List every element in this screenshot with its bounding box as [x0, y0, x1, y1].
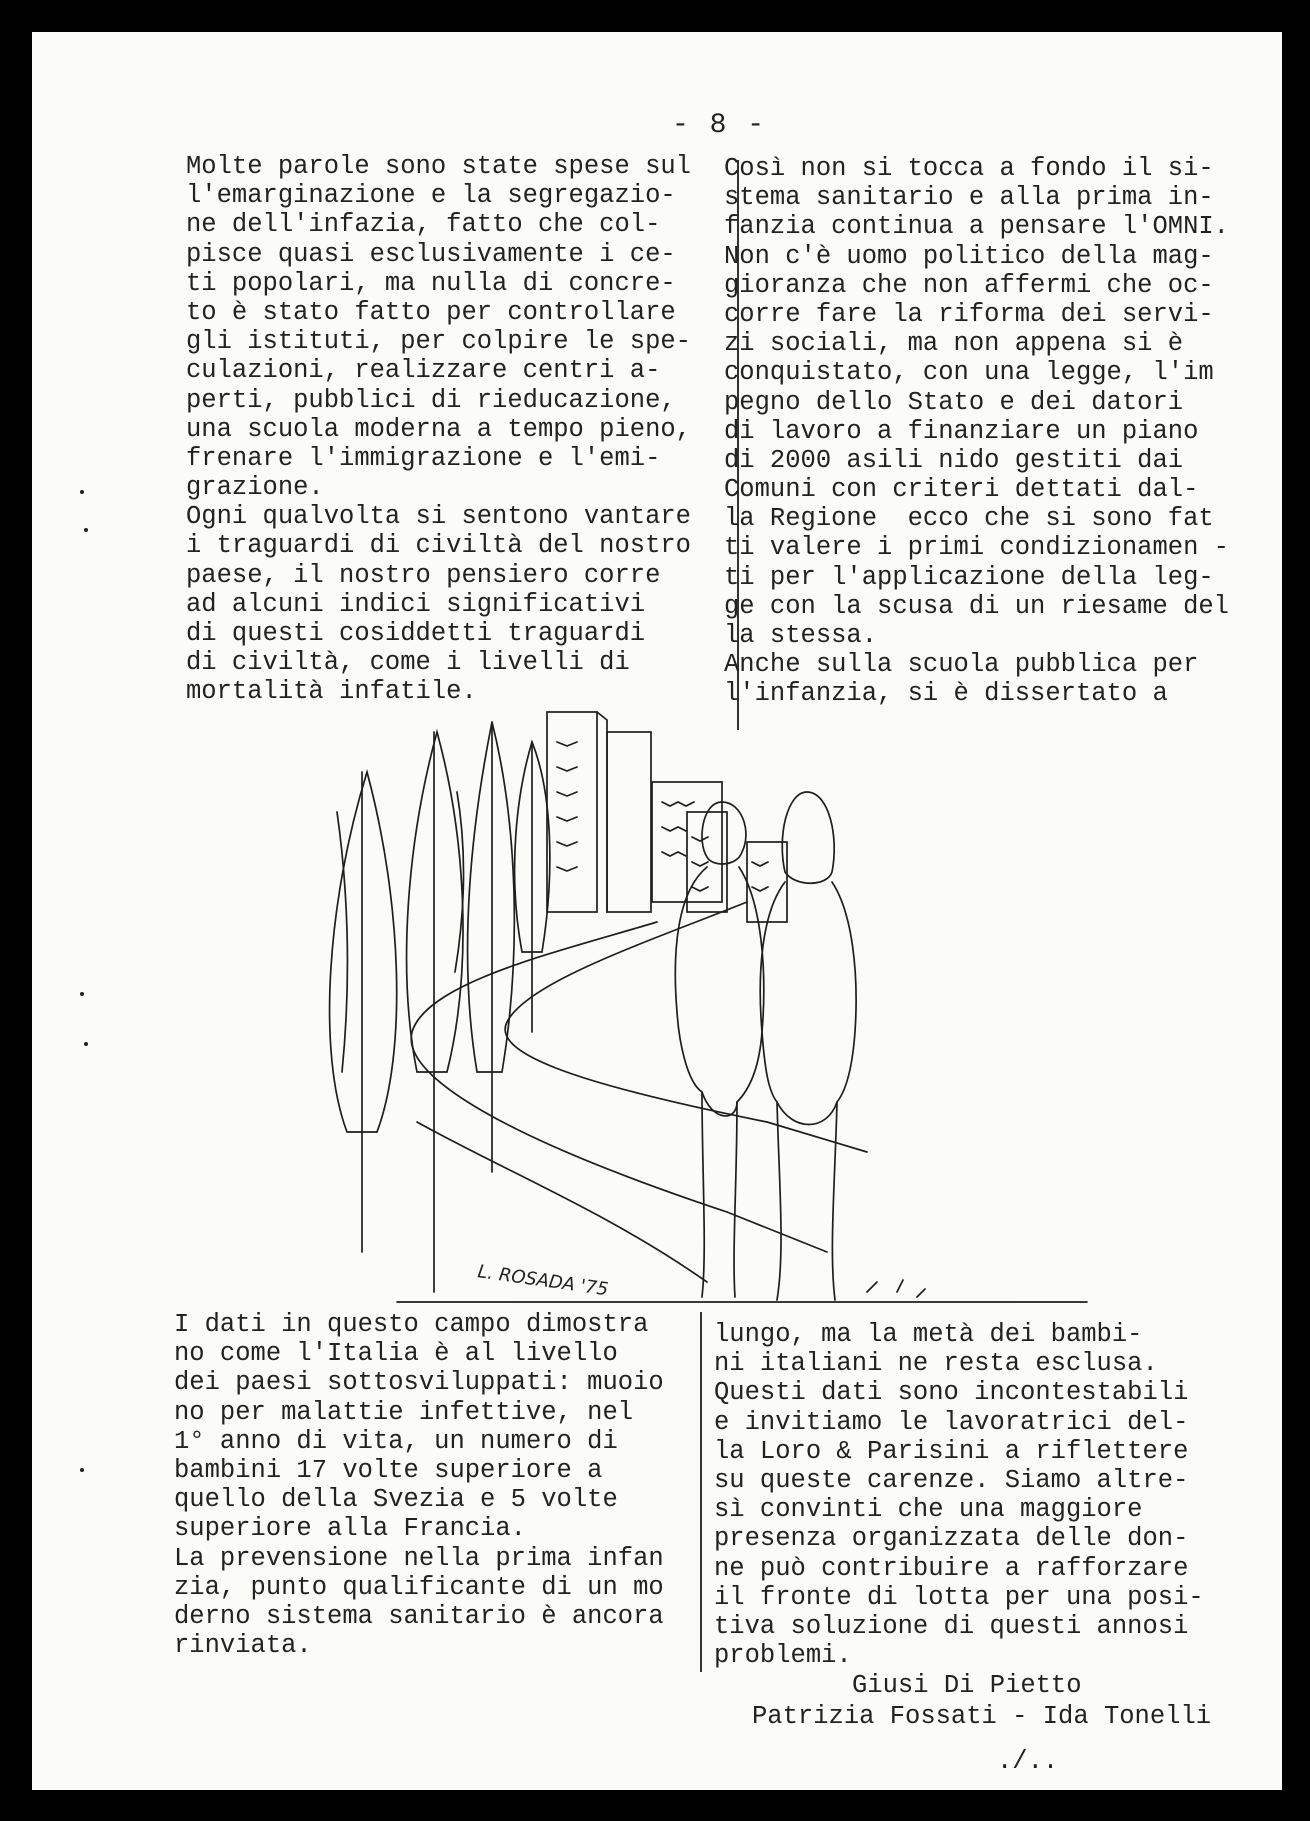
punch-mark — [84, 528, 88, 532]
text-line: no come l'Italia è al livello — [174, 1339, 618, 1369]
text-line: frenare l'immigrazione e l'emi- — [186, 443, 661, 473]
text-line: di civiltà, come i livelli di — [186, 648, 630, 678]
text-line: Non c'è uomo politico della mag- — [724, 241, 1214, 271]
text-line: ti popolari, ma nulla di concre- — [186, 268, 676, 298]
text-line: no per malattie infettive, nel — [174, 1397, 634, 1427]
text-line: derno sistema sanitario è ancora — [174, 1601, 664, 1631]
text-line: Molte parole sono state spese sul — [186, 152, 691, 181]
text-line: ge con la scusa di un riesame del — [724, 591, 1229, 621]
text-line: bambini 17 volte superiore a — [174, 1455, 603, 1485]
text-line: i traguardi di civiltà del nostro — [186, 531, 691, 561]
text-line: di questi cosiddetti traguardi — [186, 619, 646, 648]
text-line: paese, il nostro pensiero corre — [186, 560, 661, 590]
text-line: superiore alla Francia. — [174, 1514, 526, 1544]
text-line: di 2000 asili nido gestiti dai — [724, 445, 1184, 475]
text-line: Questi dati sono incontestabili — [714, 1378, 1189, 1408]
text-line: stema sanitario e alla prima in- — [724, 183, 1214, 213]
text-line: fanzia continua a pensare l'OMNI. — [724, 212, 1229, 242]
road — [397, 902, 1087, 1302]
document-page — [32, 32, 1282, 1790]
text-line: zi sociali, ma non appena si è — [724, 329, 1184, 359]
text-line: ti per l'applicazione della leg- — [724, 562, 1214, 592]
text-line: l'infanzia, si è dissertato a — [724, 679, 1168, 709]
text-line: gioranza che non affermi che oc- — [724, 270, 1214, 300]
text-line: mortalità infatile. — [186, 677, 477, 707]
text-line: pisce quasi esclusivamente i ce- — [186, 239, 676, 269]
text-line: la Regione ecco che si sono fat — [724, 504, 1214, 534]
text-line: una scuola moderna a tempo pieno, — [186, 414, 691, 444]
punch-mark — [80, 490, 84, 494]
text-line: sì convinti che una maggiore — [714, 1495, 1143, 1525]
column-top-right — [724, 154, 1269, 709]
signature-line-1: Giusi Di Pietto — [852, 1671, 1082, 1700]
text-line: presenza organizzata delle don- — [714, 1524, 1189, 1554]
text-line: e invitiamo le lavoratrici del- — [714, 1407, 1189, 1437]
punch-mark — [84, 1042, 88, 1046]
text-line: quello della Svezia e 5 volte — [174, 1485, 618, 1515]
column-bottom-right — [714, 1320, 1274, 1670]
text-line: di lavoro a finanziare un piano — [724, 416, 1199, 446]
text-line: ni italiani ne resta esclusa. — [714, 1349, 1158, 1379]
text-line: dei paesi sottosviluppati: muoio — [174, 1368, 664, 1398]
text-line: il fronte di lotta per una posi- — [714, 1582, 1204, 1612]
text-line: conquistato, con una legge, l'im — [724, 358, 1214, 388]
punch-mark — [80, 992, 84, 996]
text-line: la stessa. — [724, 621, 878, 650]
text-line: ne dell'infazia, fatto che col- — [186, 210, 661, 240]
text-line: Ogni qualvolta si sentono vantare — [186, 502, 691, 532]
figures — [675, 792, 856, 1300]
text-line: Comuni con criteri dettati dal- — [724, 475, 1199, 505]
text-line: ne può contribuire a rafforzare — [714, 1553, 1189, 1583]
trees — [330, 722, 550, 1292]
text-line: culazioni, realizzare centri a- — [186, 356, 661, 386]
text-line: 1° anno di vita, un numero di — [174, 1426, 618, 1456]
text-line: la Loro & Parisini a riflettere — [714, 1436, 1189, 1466]
illustration-signature: L. ROSADA '75 — [476, 1261, 610, 1301]
text-line: lungo, ma la metà dei bambi- — [714, 1320, 1143, 1349]
text-line: ad alcuni indici significativi — [186, 589, 646, 619]
text-line: gli istituti, per colpire le spe- — [186, 327, 691, 357]
text-line: l'emarginazione e la segregazio- — [186, 181, 676, 211]
text-line: rinviata. — [174, 1631, 312, 1661]
text-line: problemi. — [714, 1641, 852, 1671]
punch-mark — [80, 1468, 84, 1472]
illustration — [307, 652, 1107, 1312]
text-line: grazione. — [186, 473, 324, 503]
text-line: to è stato fatto per controllare — [186, 297, 676, 327]
text-line: ti valere i primi condizionamen - — [724, 533, 1229, 563]
column-top-left — [186, 152, 731, 707]
text-line: La prevensione nella prima infan — [174, 1543, 664, 1573]
page-number: - 8 - — [672, 110, 767, 141]
text-line: perti, pubblici di rieducazione, — [186, 385, 676, 415]
text-line: corre fare la riforma dei servi- — [724, 299, 1214, 329]
text-line: I dati in questo campo dimostra — [174, 1310, 649, 1339]
text-line: pegno dello Stato e dei datori — [724, 387, 1184, 417]
text-line: zia, punto qualificante di un mo — [174, 1572, 664, 1602]
text-line: su queste carenze. Siamo altre- — [714, 1465, 1189, 1495]
text-line: tiva soluzione di questi annosi — [714, 1611, 1189, 1641]
continuation-mark: ./.. — [997, 1747, 1059, 1776]
column-rule-bottom — [700, 1312, 702, 1672]
column-bottom-left — [174, 1310, 694, 1660]
text-line: Anche sulla scuola pubblica per — [724, 650, 1199, 680]
signature-line-2: Patrizia Fossati - Ida Tonelli — [752, 1702, 1212, 1731]
text-line: Così non si tocca a fondo il si- — [724, 154, 1214, 183]
